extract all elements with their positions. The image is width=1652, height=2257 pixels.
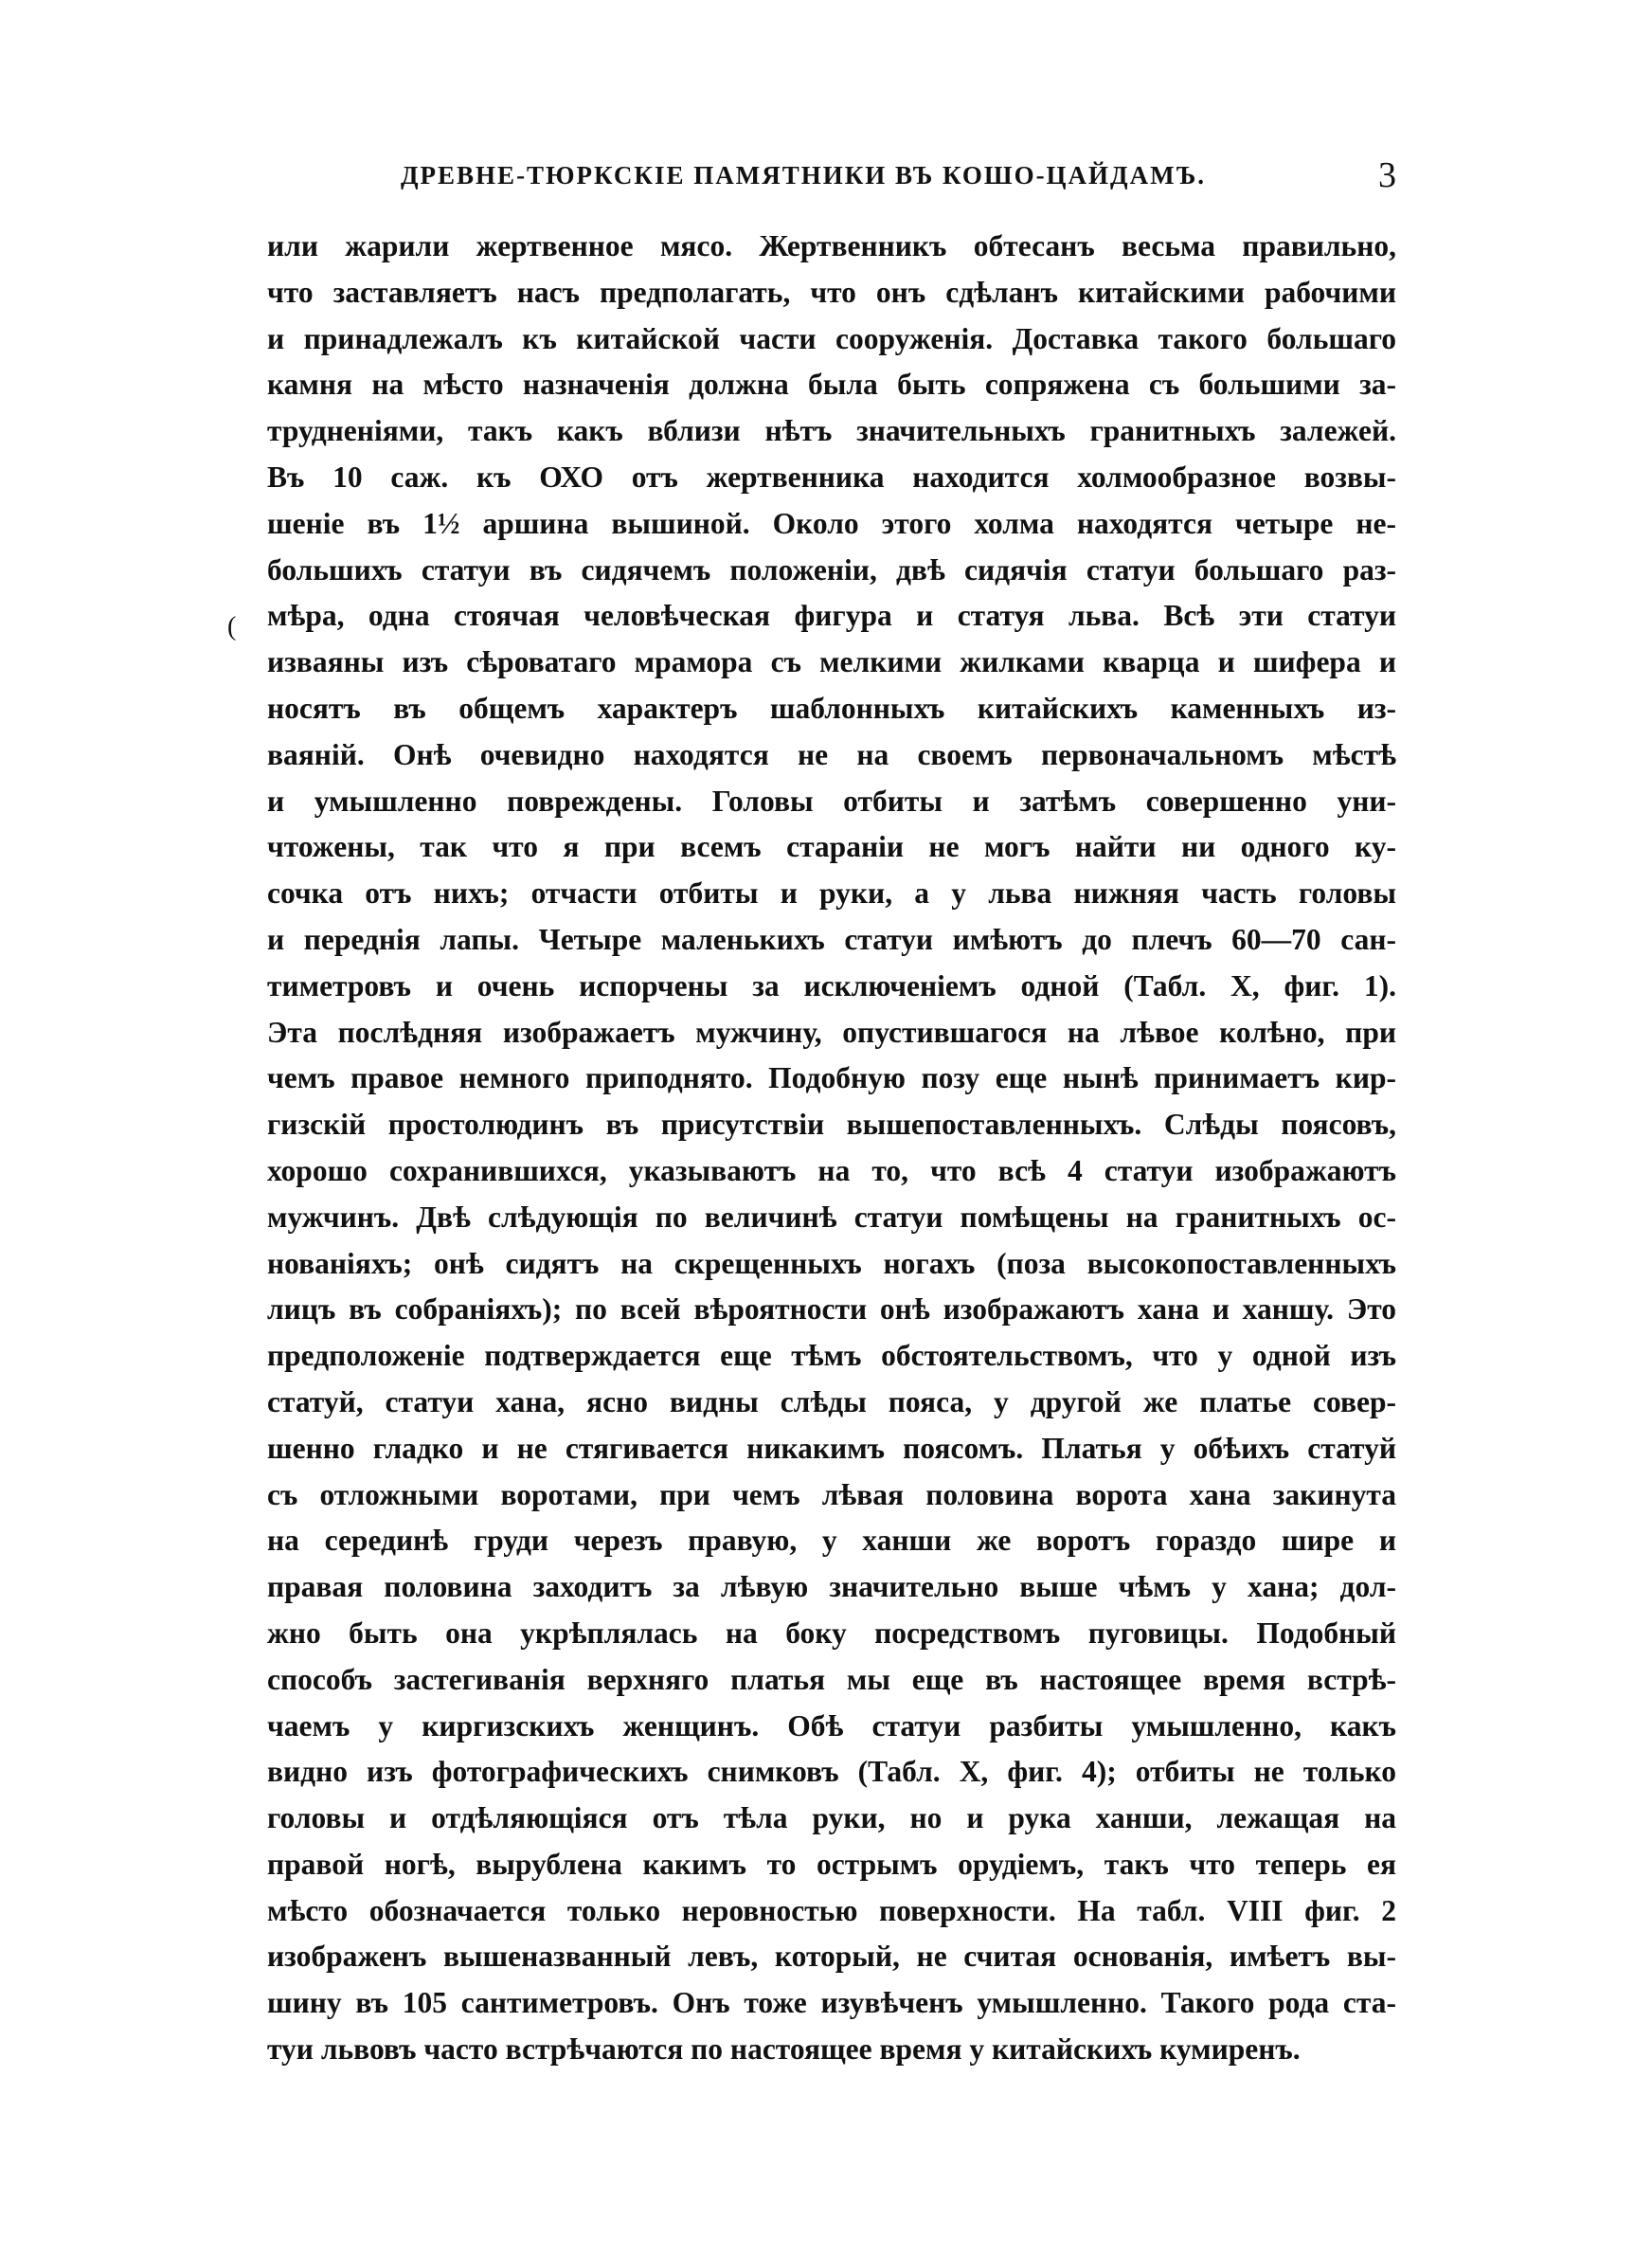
text-line: тиметровъ и очень испорчены за исключеніемъ одной (Табл. X, фиг. 1). bbox=[267, 968, 1396, 1002]
body-text bbox=[267, 224, 1396, 2073]
text-line: статуй, статуи хана, ясно видны слѣды пояса, у другой же платье совер- bbox=[267, 1384, 1396, 1418]
text-line: мужчинъ. Двѣ слѣдующія по величинѣ статуи помѣщены на гранитныхъ ос- bbox=[267, 1200, 1396, 1234]
text-line: на серединѣ груди черезъ правую, у ханши же воротъ гораздо шире и bbox=[267, 1524, 1396, 1558]
text-line: ваяній. Онѣ очевидно находятся не на своемъ первоначальномъ мѣстѣ bbox=[267, 737, 1396, 771]
text-line: камня на мѣсто назначенія должна была быть сопряжена съ большими за- bbox=[267, 368, 1396, 402]
text-line: хорошо сохранившихся, указываютъ на то, что всѣ 4 статуи изображаютъ bbox=[267, 1153, 1396, 1187]
text-line: предположеніе подтверждается еще тѣмъ обстоятельствомъ, что у одной изъ bbox=[267, 1339, 1396, 1373]
text-line: гизскій простолюдинъ въ присутствіи вышепоставленныхъ. Слѣды поясовъ, bbox=[267, 1108, 1396, 1142]
text-line: туи львовъ часто встрѣчаются по настоящее время у китайскихъ кумиренъ. bbox=[267, 2032, 1301, 2067]
margin-mark: ( bbox=[227, 612, 237, 641]
running-title: ДРЕВНЕ-ТЮРКСКІЕ ПАМЯТНИКИ ВЪ КОШО-ЦАЙДАМЪ. bbox=[400, 161, 1207, 190]
text-line: Въ 10 саж. къ ОХО отъ жертвенника находится холмообразное возвы- bbox=[267, 460, 1396, 494]
text-line: чтожены, так что я при всемъ стараніи не могъ найти ни одного ку- bbox=[267, 830, 1396, 864]
text-line: чемъ правое немного приподнято. Подобную позу еще нынѣ принимаетъ кир- bbox=[267, 1061, 1396, 1095]
text-line: Эта послѣдняя изображаетъ мужчину, опустившагося на лѣвое колѣно, при bbox=[267, 1015, 1396, 1049]
text-line: шину въ 105 сантиметровъ. Онъ тоже изувѣченъ умышленно. Такого рода ста- bbox=[267, 1986, 1396, 2020]
text-line: головы и отдѣляющіяся отъ тѣла руки, но и рука ханши, лежащая на bbox=[267, 1801, 1396, 1835]
text-line: нованіяхъ; онѣ сидятъ на скрещенныхъ ногахъ (поза высокопоставленныхъ bbox=[267, 1246, 1396, 1280]
text-line: изваяны изъ сѣроватаго мрамора съ мелкими жилками кварца и шифера и bbox=[267, 645, 1396, 679]
text-line: мѣра, одна стоячая человѣческая фигура и статуя льва. Всѣ эти статуи bbox=[267, 599, 1396, 633]
text-line: изображенъ вышеназванный левъ, который, не считая основанія, имѣетъ вы- bbox=[267, 1940, 1396, 1974]
text-line: мѣсто обозначается только неровностью поверхности. На табл. VIII фиг. 2 bbox=[267, 1893, 1396, 1927]
text-line: и переднія лапы. Четыре маленькихъ статуи имѣютъ до плечъ 60—70 сан- bbox=[267, 922, 1396, 956]
page-header bbox=[267, 152, 1396, 199]
text-line: что заставляетъ насъ предполагать, что онъ сдѣланъ китайскими рабочими bbox=[267, 275, 1396, 309]
text-line: правой ногѣ, вырублена какимъ то острымъ орудіемъ, такъ что теперь ея bbox=[267, 1847, 1396, 1881]
text-line: лицъ въ собраніяхъ); по всей вѣроятности онѣ изображаютъ хана и ханшу. Это bbox=[267, 1292, 1396, 1327]
text-line: большихъ статуи въ сидячемъ положеніи, двѣ сидячія статуи большаго раз- bbox=[267, 552, 1396, 587]
text-line: сочка отъ нихъ; отчасти отбиты и руки, а у льва нижняя часть головы bbox=[267, 876, 1396, 911]
text-line: съ отложными воротами, при чемъ лѣвая половина ворота хана закинута bbox=[267, 1477, 1396, 1511]
text-line: видно изъ фотографическихъ снимковъ (Табл. X, фиг. 4); отбиты не только bbox=[267, 1755, 1396, 1789]
text-line: правая половина заходитъ за лѣвую значительно выше чѣмъ у хана; дол- bbox=[267, 1570, 1396, 1604]
text-line: способъ застегиванія верхняго платья мы еще въ настоящее время встрѣ- bbox=[267, 1662, 1396, 1696]
text-line: чаемъ у киргизскихъ женщинъ. Обѣ статуи разбиты умышленно, какъ bbox=[267, 1708, 1396, 1742]
text-line: жно быть она укрѣплялась на боку посредствомъ пуговицы. Подобный bbox=[267, 1616, 1396, 1650]
text-line: шенно гладко и не стягивается никакимъ поясомъ. Платья у обѣихъ статуй bbox=[267, 1431, 1396, 1465]
text-line: трудненіями, такъ какъ вблизи нѣтъ значительныхъ гранитныхъ залежей. bbox=[267, 414, 1396, 448]
text-line: шеніе въ 1½ аршина вышиной. Около этого холма находятся четыре не- bbox=[267, 506, 1396, 540]
text-line: или жарили жертвенное мясо. Жертвенникъ обтесанъ весьма правильно, bbox=[267, 229, 1396, 262]
text-line: и принадлежалъ къ китайской части сооруженія. Доставка такого большаго bbox=[267, 321, 1396, 355]
page-number: 3 bbox=[1378, 155, 1396, 195]
text-line: и умышленно повреждены. Головы отбиты и затѣмъ совершенно уни- bbox=[267, 784, 1396, 818]
text-line: носятъ въ общемъ характеръ шаблонныхъ китайскихъ каменныхъ из- bbox=[267, 691, 1396, 725]
